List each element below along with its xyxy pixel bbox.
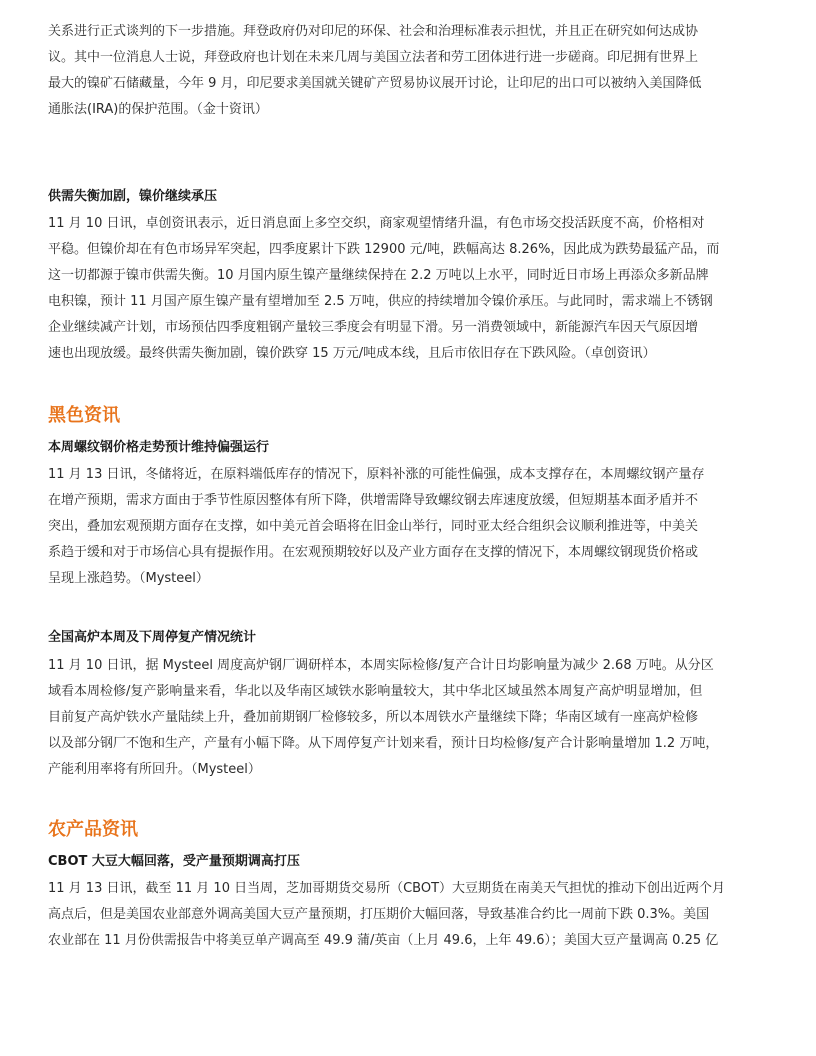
text-line: 以及部分钢厂不饱和生产，产量有小幅下降。从下周停复产计划来看，预计日均检修/复产合计影响量增加 1.2 万吨，	[48, 736, 719, 751]
text-line: 域看本周检修/复产影响量来看，华北以及华南区域铁水影响量较大，其中华北区域虽然本周复产高炉明显增加，但	[48, 684, 703, 699]
article-title-soybean: CBOT 大豆大幅回落，受产量预期调高打压	[48, 854, 300, 869]
text-line: 平稳。但镍价却在有色市场异军突起，四季度累计下跌 12900 元/吨，跌幅高达 8.26%，因此成为跌势最猛产品，而	[48, 242, 720, 257]
text-line: 这一切都源于镍市供需失衡。10 月国内原生镍产量继续保持在 2.2 万吨以上水平，同时近日市场上再添众多新品牌	[48, 268, 709, 283]
text-line: 在增产预期，需求方面由于季节性原因整体有所下降，供增需降导致螺纹钢去库速度放缓，但短期基本面矛盾并不	[48, 493, 699, 508]
intro-paragraph	[48, 19, 772, 123]
text-line: 关系进行正式谈判的下一步措施。拜登政府仍对印尼的环保、社会和治理标准表示担忧，并且正在研究如何达成协	[48, 24, 699, 39]
text-line: 高点后，但是美国农业部意外调高美国大豆产量预期，打压期价大幅回落，导致基准合约比一周前下跌 0.3%。美国	[48, 907, 710, 922]
rebar-paragraph	[48, 462, 772, 592]
text-line: 11 月 13 日讯，截至 11 月 10 日当周，芝加哥期货交易所（CBOT）大豆期货在南美天气担忧的推动下创出近两个月	[48, 881, 726, 896]
text-line: 农业部在 11 月份供需报告中将美豆单产调高至 49.9 蒲/英亩（上月 49.6，上年 49.6）；美国大豆产量调高 0.25 亿	[48, 933, 719, 948]
text-line: 11 月 13 日讯，冬储将近，在原料端低库存的情况下，原料补涨的可能性偏强，成本支撑存在，本周螺纹钢产量存	[48, 467, 705, 482]
text-line: 11 月 10 日讯，据 Mysteel 周度高炉钢厂调研样本，本周实际检修/复产合计日均影响量为减少 2.68 万吨。从分区	[48, 658, 714, 673]
text-line: 企业继续减产计划，市场预估四季度粗钢产量较三季度会有明显下滑。另一消费领域中，新能源汽车因天气原因增	[48, 320, 699, 335]
section-heading-ferrous: 黑色资讯	[48, 405, 120, 426]
text-line: 速也出现放缓。最终供需失衡加剧，镍价跌穿 15 万元/吨成本线，且后市依旧存在下跌风险。（卓创资讯）	[48, 346, 656, 361]
text-line: 目前复产高炉铁水产量陆续上升，叠加前期钢厂检修较多，所以本周铁水产量继续下降；华南区域有一座高炉检修	[48, 710, 699, 725]
soybean-paragraph	[48, 876, 772, 954]
article-title-blast-furnace: 全国高炉本周及下周停复产情况统计	[48, 630, 257, 645]
text-line: 产能利用率将有所回升。（Mysteel）	[48, 762, 261, 777]
text-line: 电积镍，预计 11 月国产原生镍产量有望增加至 2.5 万吨，供应的持续增加令镍价承压。与此同时，需求端上不锈钢	[48, 294, 713, 309]
nickel-paragraph	[48, 211, 772, 367]
blast-furnace-paragraph	[48, 653, 772, 783]
article-title-rebar: 本周螺纹钢价格走势预计维持偏强运行	[48, 440, 270, 455]
text-line: 议。其中一位消息人士说，拜登政府也计划在未来几周与美国立法者和劳工团体进行进一步磋商。印尼拥有世界上	[48, 50, 699, 65]
article-title-nickel: 供需失衡加剧，镍价继续承压	[48, 189, 218, 204]
section-heading-agri: 农产品资讯	[48, 819, 138, 840]
text-line: 系趋于缓和对于市场信心具有提振作用。在宏观预期较好以及产业方面存在支撑的情况下，本周螺纹钢现货价格或	[48, 545, 699, 560]
text-line: 通胀法(IRA)的保护范围。（金十资讯）	[48, 102, 268, 117]
text-line: 11 月 10 日讯，卓创资讯表示，近日消息面上多空交织，商家观望情绪升温，有色市场交投活跃度不高，价格相对	[48, 216, 705, 231]
text-line: 呈现上涨趋势。（Mysteel）	[48, 571, 209, 586]
text-line: 突出，叠加宏观预期方面存在支撑，如中美元首会晤将在旧金山举行，同时亚太经合组织会议顺利推进等，中美关	[48, 519, 699, 534]
text-line: 最大的镍矿石储藏量，今年 9 月，印尼要求美国就关键矿产贸易协议展开讨论，让印尼的出口可以被纳入美国降低	[48, 76, 702, 91]
